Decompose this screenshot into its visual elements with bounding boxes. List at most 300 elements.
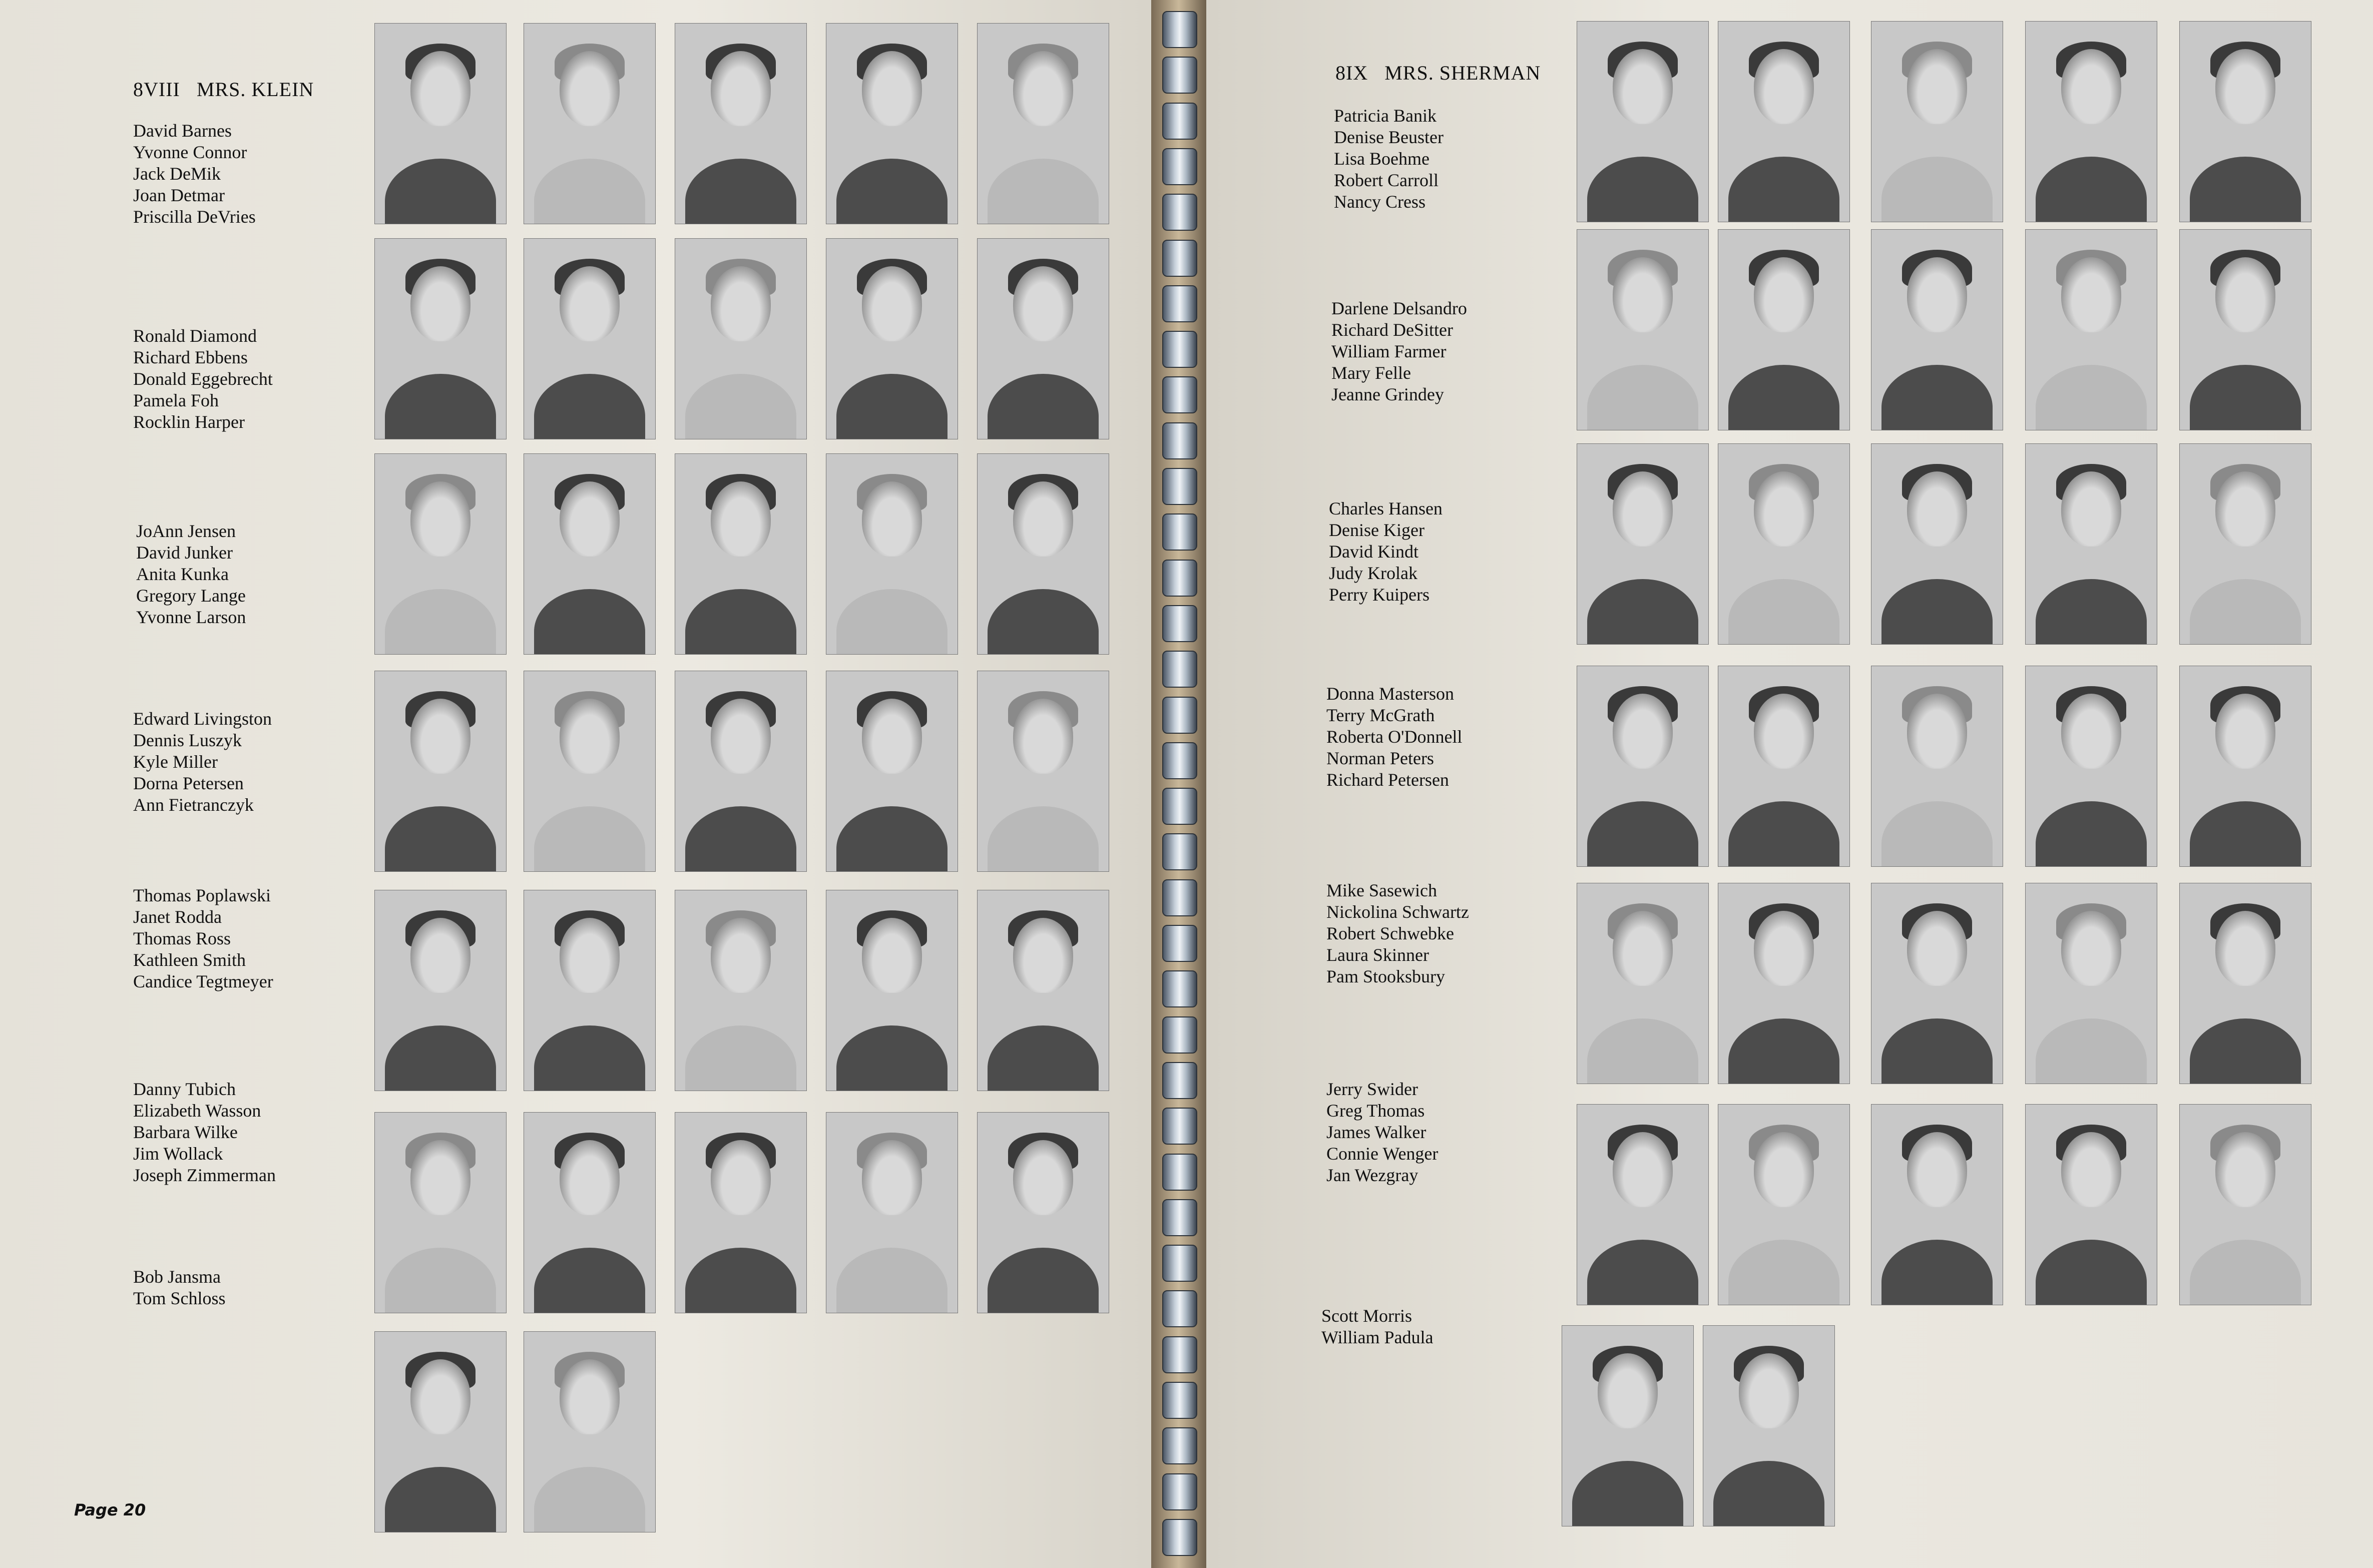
binding-ring bbox=[1162, 1154, 1197, 1191]
portrait-head bbox=[2215, 1132, 2275, 1207]
student-portrait bbox=[826, 890, 958, 1091]
portrait-head bbox=[2061, 471, 2121, 547]
portrait-body bbox=[988, 806, 1099, 872]
portrait-head bbox=[1613, 911, 1673, 986]
student-portrait bbox=[524, 671, 656, 872]
student-portrait bbox=[826, 1112, 958, 1313]
binding-ring bbox=[1162, 833, 1197, 870]
student-name: Anita Kunka bbox=[136, 564, 229, 584]
student-name: Richard Petersen bbox=[1326, 770, 1449, 790]
portrait-body bbox=[1587, 1240, 1698, 1305]
portrait-body bbox=[2190, 579, 2301, 645]
portrait-head bbox=[1754, 911, 1814, 986]
portrait-head bbox=[1907, 694, 1967, 769]
class-code: 8IX bbox=[1335, 62, 1368, 84]
name-list bbox=[133, 885, 273, 992]
student-portrait bbox=[1718, 443, 1850, 645]
student-portrait bbox=[524, 1331, 656, 1532]
binding-ring bbox=[1162, 1245, 1197, 1282]
student-name: Donna Masterson bbox=[1326, 684, 1454, 704]
student-name: Edward Livingston bbox=[133, 709, 272, 729]
portrait-body bbox=[1881, 157, 1993, 222]
student-portrait bbox=[675, 890, 807, 1091]
student-portrait bbox=[1718, 883, 1850, 1084]
binding-ring bbox=[1162, 1062, 1197, 1099]
portrait-head bbox=[1613, 257, 1673, 332]
binding-ring bbox=[1162, 1519, 1197, 1556]
name-list bbox=[133, 325, 273, 433]
binding-ring bbox=[1162, 103, 1197, 140]
portrait-body bbox=[385, 1467, 496, 1532]
binding-ring bbox=[1162, 1108, 1197, 1145]
portrait-head bbox=[862, 266, 922, 341]
portrait-body bbox=[1728, 157, 1839, 222]
student-name: Robert Schwebke bbox=[1326, 923, 1454, 943]
binding-ring bbox=[1162, 468, 1197, 505]
portrait-head bbox=[1013, 1140, 1073, 1215]
student-portrait bbox=[1871, 1104, 2003, 1305]
student-portrait bbox=[1577, 666, 1709, 867]
portrait-head bbox=[1754, 471, 1814, 547]
portrait-body bbox=[988, 159, 1099, 224]
portrait-head bbox=[2061, 911, 2121, 986]
binding-ring bbox=[1162, 57, 1197, 94]
portrait-body bbox=[836, 374, 947, 439]
portrait-body bbox=[534, 159, 645, 224]
student-name: Nickolina Schwartz bbox=[1326, 902, 1469, 922]
student-name: Gregory Lange bbox=[136, 586, 246, 606]
student-name: Mary Felle bbox=[1331, 363, 1411, 383]
student-portrait bbox=[977, 238, 1109, 439]
portrait-body bbox=[385, 1248, 496, 1313]
binding-ring bbox=[1162, 513, 1197, 551]
portrait-head bbox=[1613, 49, 1673, 124]
portrait-head bbox=[862, 51, 922, 126]
student-portrait bbox=[374, 238, 507, 439]
student-portrait bbox=[675, 453, 807, 655]
portrait-head bbox=[410, 1359, 470, 1434]
student-portrait bbox=[2179, 883, 2311, 1084]
portrait-body bbox=[534, 1248, 645, 1313]
portrait-body bbox=[1587, 1018, 1698, 1084]
student-name: Dorna Petersen bbox=[133, 773, 244, 793]
student-name: Yvonne Larson bbox=[136, 607, 246, 627]
portrait-body bbox=[1881, 1240, 1993, 1305]
student-name: Denise Beuster bbox=[1334, 127, 1444, 147]
student-name: Jack DeMik bbox=[133, 164, 221, 184]
student-portrait bbox=[524, 1112, 656, 1313]
portrait-body bbox=[1728, 801, 1839, 867]
student-name: Tom Schloss bbox=[133, 1288, 226, 1308]
portrait-head bbox=[862, 699, 922, 774]
binding-ring bbox=[1162, 651, 1197, 688]
student-name: Donald Eggebrecht bbox=[133, 369, 273, 389]
portrait-head bbox=[711, 51, 771, 126]
portrait-head bbox=[1754, 1132, 1814, 1207]
binding-ring bbox=[1162, 1199, 1197, 1236]
student-name: Barbara Wilke bbox=[133, 1122, 238, 1142]
portrait-head bbox=[410, 266, 470, 341]
student-name: William Farmer bbox=[1331, 341, 1447, 361]
portrait-head bbox=[2215, 471, 2275, 547]
student-name: David Kindt bbox=[1329, 542, 1418, 562]
binding-ring bbox=[1162, 560, 1197, 597]
portrait-head bbox=[1907, 49, 1967, 124]
class-heading-left bbox=[133, 78, 314, 101]
portrait-head bbox=[1598, 1353, 1658, 1428]
portrait-body bbox=[534, 1467, 645, 1532]
portrait-body bbox=[836, 806, 947, 872]
portrait-head bbox=[560, 481, 620, 557]
portrait-head bbox=[1013, 266, 1073, 341]
student-name: Charles Hansen bbox=[1329, 498, 1443, 518]
student-name: Janet Rodda bbox=[133, 907, 222, 927]
student-portrait bbox=[675, 23, 807, 224]
student-portrait bbox=[2179, 443, 2311, 645]
binding-ring bbox=[1162, 605, 1197, 642]
student-portrait bbox=[374, 671, 507, 872]
student-name: Laura Skinner bbox=[1326, 945, 1429, 965]
portrait-body bbox=[1728, 1018, 1839, 1084]
binding-ring bbox=[1162, 148, 1197, 185]
student-portrait bbox=[374, 1112, 507, 1313]
name-list bbox=[133, 120, 256, 228]
portrait-head bbox=[410, 1140, 470, 1215]
page-number: Page 20 bbox=[74, 1500, 146, 1519]
student-portrait bbox=[1871, 229, 2003, 430]
student-name: Jeanne Grindey bbox=[1331, 384, 1444, 404]
student-name: Terry McGrath bbox=[1326, 705, 1435, 725]
portrait-head bbox=[711, 1140, 771, 1215]
portrait-body bbox=[836, 159, 947, 224]
portrait-body bbox=[2190, 157, 2301, 222]
name-list bbox=[1321, 1305, 1434, 1348]
student-name: Robert Carroll bbox=[1334, 170, 1439, 190]
portrait-body bbox=[685, 1025, 796, 1091]
portrait-head bbox=[862, 481, 922, 557]
student-portrait bbox=[1871, 666, 2003, 867]
student-name: Jerry Swider bbox=[1326, 1079, 1418, 1099]
student-name: Scott Morris bbox=[1321, 1306, 1412, 1326]
student-name: Danny Tubich bbox=[133, 1079, 236, 1099]
student-portrait bbox=[524, 453, 656, 655]
portrait-body bbox=[836, 1248, 947, 1313]
student-name: Elizabeth Wasson bbox=[133, 1101, 261, 1121]
student-portrait bbox=[2025, 229, 2157, 430]
student-portrait bbox=[1718, 1104, 1850, 1305]
student-portrait bbox=[826, 453, 958, 655]
student-name: Judy Krolak bbox=[1329, 563, 1417, 583]
student-name: Connie Wenger bbox=[1326, 1144, 1439, 1164]
portrait-head bbox=[1613, 471, 1673, 547]
portrait-head bbox=[2215, 49, 2275, 124]
student-name: Nancy Cress bbox=[1334, 192, 1426, 212]
portrait-body bbox=[534, 806, 645, 872]
class-code: 8VIII bbox=[133, 78, 180, 101]
portrait-head bbox=[1613, 694, 1673, 769]
portrait-head bbox=[560, 699, 620, 774]
student-name: Roberta O'Donnell bbox=[1326, 727, 1463, 747]
student-portrait bbox=[2025, 443, 2157, 645]
student-portrait bbox=[2179, 21, 2311, 222]
student-name: Norman Peters bbox=[1326, 748, 1434, 768]
portrait-body bbox=[2036, 157, 2147, 222]
student-name: Patricia Banik bbox=[1334, 106, 1437, 126]
portrait-body bbox=[385, 806, 496, 872]
portrait-body bbox=[685, 159, 796, 224]
binding-ring bbox=[1162, 285, 1197, 322]
portrait-head bbox=[2061, 257, 2121, 332]
student-name: Jim Wollack bbox=[133, 1144, 223, 1164]
portrait-body bbox=[1587, 801, 1698, 867]
portrait-body bbox=[385, 159, 496, 224]
portrait-head bbox=[1613, 1132, 1673, 1207]
binding-ring bbox=[1162, 788, 1197, 825]
portrait-head bbox=[1013, 51, 1073, 126]
student-name: Kathleen Smith bbox=[133, 950, 246, 970]
student-name: Yvonne Connor bbox=[133, 142, 247, 162]
student-portrait bbox=[374, 23, 507, 224]
binding-ring bbox=[1162, 240, 1197, 277]
portrait-body bbox=[1728, 579, 1839, 645]
binding-ring bbox=[1162, 331, 1197, 368]
student-name: Lisa Boehme bbox=[1334, 149, 1430, 169]
binding-ring bbox=[1162, 925, 1197, 962]
student-name: Perry Kuipers bbox=[1329, 585, 1430, 605]
portrait-body bbox=[534, 589, 645, 655]
portrait-head bbox=[1013, 918, 1073, 993]
student-name: Bob Jansma bbox=[133, 1267, 221, 1287]
portrait-body bbox=[2190, 1018, 2301, 1084]
portrait-head bbox=[2061, 49, 2121, 124]
portrait-head bbox=[2061, 1132, 2121, 1207]
binding-ring bbox=[1162, 1336, 1197, 1373]
student-portrait bbox=[1718, 229, 1850, 430]
portrait-body bbox=[2036, 801, 2147, 867]
portrait-body bbox=[685, 374, 796, 439]
portrait-head bbox=[711, 699, 771, 774]
portrait-body bbox=[988, 374, 1099, 439]
name-list bbox=[1326, 683, 1462, 791]
student-portrait bbox=[977, 453, 1109, 655]
portrait-body bbox=[1881, 1018, 1993, 1084]
portrait-body bbox=[685, 1248, 796, 1313]
student-name: Pam Stooksbury bbox=[1326, 966, 1446, 986]
binding-gutter bbox=[1151, 0, 1206, 1568]
student-name: Greg Thomas bbox=[1326, 1101, 1425, 1121]
name-list bbox=[133, 1079, 276, 1186]
portrait-head bbox=[1739, 1353, 1799, 1428]
student-name: Pamela Foh bbox=[133, 390, 219, 410]
name-list bbox=[1331, 298, 1467, 405]
student-portrait bbox=[1577, 1104, 1709, 1305]
portrait-head bbox=[560, 51, 620, 126]
student-name: Priscilla DeVries bbox=[133, 207, 256, 227]
portrait-body bbox=[1728, 365, 1839, 430]
binding-ring bbox=[1162, 11, 1197, 48]
student-portrait bbox=[2179, 666, 2311, 867]
portrait-head bbox=[2215, 694, 2275, 769]
name-list bbox=[133, 708, 272, 816]
student-portrait bbox=[1871, 883, 2003, 1084]
student-portrait bbox=[1718, 666, 1850, 867]
student-portrait bbox=[977, 1112, 1109, 1313]
portrait-body bbox=[2190, 1240, 2301, 1305]
student-portrait bbox=[826, 238, 958, 439]
portrait-body bbox=[2036, 1240, 2147, 1305]
student-portrait bbox=[1577, 443, 1709, 645]
student-portrait bbox=[977, 890, 1109, 1091]
binding-ring bbox=[1162, 970, 1197, 1007]
binding-ring bbox=[1162, 742, 1197, 779]
student-name: Richard Ebbens bbox=[133, 347, 248, 367]
student-name: Jan Wezgray bbox=[1326, 1165, 1418, 1185]
student-portrait bbox=[524, 238, 656, 439]
portrait-body bbox=[988, 589, 1099, 655]
student-portrait bbox=[675, 671, 807, 872]
portrait-head bbox=[1013, 699, 1073, 774]
portrait-head bbox=[1907, 911, 1967, 986]
binding-ring bbox=[1162, 697, 1197, 734]
binding-ring bbox=[1162, 1382, 1197, 1419]
portrait-body bbox=[1587, 365, 1698, 430]
portrait-body bbox=[385, 589, 496, 655]
student-portrait bbox=[675, 1112, 807, 1313]
binding-ring bbox=[1162, 1016, 1197, 1054]
binding-ring bbox=[1162, 376, 1197, 413]
student-name: Rocklin Harper bbox=[133, 412, 245, 432]
portrait-body bbox=[1713, 1461, 1824, 1526]
name-list bbox=[136, 520, 246, 628]
portrait-head bbox=[1907, 1132, 1967, 1207]
student-name: Darlene Delsandro bbox=[1331, 298, 1467, 318]
portrait-body bbox=[988, 1248, 1099, 1313]
portrait-head bbox=[560, 918, 620, 993]
portrait-head bbox=[560, 1359, 620, 1434]
student-name: Richard DeSitter bbox=[1331, 320, 1453, 340]
student-portrait bbox=[826, 23, 958, 224]
student-name: Ann Fietranczyk bbox=[133, 795, 254, 815]
portrait-head bbox=[711, 918, 771, 993]
student-name: David Barnes bbox=[133, 121, 232, 141]
binding-ring bbox=[1162, 879, 1197, 916]
portrait-body bbox=[1881, 579, 1993, 645]
binding-ring bbox=[1162, 194, 1197, 231]
name-list bbox=[1329, 498, 1443, 606]
student-name: David Junker bbox=[136, 543, 233, 563]
portrait-head bbox=[711, 481, 771, 557]
portrait-head bbox=[410, 481, 470, 557]
student-portrait bbox=[826, 671, 958, 872]
student-portrait bbox=[1871, 443, 2003, 645]
student-portrait bbox=[1577, 883, 1709, 1084]
portrait-body bbox=[385, 374, 496, 439]
portrait-head bbox=[1754, 257, 1814, 332]
student-name: JoAnn Jensen bbox=[136, 521, 236, 541]
student-name: Joan Detmar bbox=[133, 185, 225, 205]
portrait-body bbox=[385, 1025, 496, 1091]
student-name: Denise Kiger bbox=[1329, 520, 1425, 540]
portrait-head bbox=[862, 1140, 922, 1215]
student-portrait bbox=[1577, 229, 1709, 430]
student-name: Dennis Luszyk bbox=[133, 730, 242, 750]
student-portrait bbox=[977, 23, 1109, 224]
portrait-body bbox=[1572, 1461, 1683, 1526]
portrait-head bbox=[1907, 257, 1967, 332]
portrait-body bbox=[836, 1025, 947, 1091]
student-portrait bbox=[2025, 21, 2157, 222]
binding-ring bbox=[1162, 1427, 1197, 1464]
portrait-body bbox=[2190, 801, 2301, 867]
student-portrait bbox=[1577, 21, 1709, 222]
student-name: Ronald Diamond bbox=[133, 326, 257, 346]
student-portrait bbox=[524, 23, 656, 224]
student-name: Mike Sasewich bbox=[1326, 880, 1437, 900]
portrait-head bbox=[410, 51, 470, 126]
portrait-body bbox=[534, 1025, 645, 1091]
teacher-name: MRS. KLEIN bbox=[196, 78, 314, 101]
student-portrait bbox=[524, 890, 656, 1091]
student-portrait bbox=[2025, 1104, 2157, 1305]
portrait-body bbox=[2036, 579, 2147, 645]
portrait-body bbox=[1881, 801, 1993, 867]
student-name: Candice Tegtmeyer bbox=[133, 971, 273, 991]
portrait-head bbox=[1907, 471, 1967, 547]
portrait-head bbox=[711, 266, 771, 341]
student-portrait bbox=[374, 1331, 507, 1532]
student-portrait bbox=[374, 890, 507, 1091]
name-list bbox=[1326, 1079, 1438, 1186]
portrait-body bbox=[534, 374, 645, 439]
student-portrait bbox=[2025, 666, 2157, 867]
portrait-head bbox=[560, 266, 620, 341]
student-portrait bbox=[1703, 1325, 1835, 1526]
teacher-name: MRS. SHERMAN bbox=[1384, 62, 1541, 84]
portrait-head bbox=[2061, 694, 2121, 769]
portrait-head bbox=[2215, 257, 2275, 332]
student-name: William Padula bbox=[1321, 1327, 1434, 1347]
portrait-body bbox=[2036, 1018, 2147, 1084]
binding-ring bbox=[1162, 1473, 1197, 1510]
student-portrait bbox=[2179, 1104, 2311, 1305]
student-name: Thomas Poplawski bbox=[133, 885, 271, 905]
portrait-body bbox=[2190, 365, 2301, 430]
student-name: Thomas Ross bbox=[133, 928, 231, 948]
portrait-body bbox=[988, 1025, 1099, 1091]
portrait-head bbox=[410, 918, 470, 993]
student-portrait bbox=[1562, 1325, 1694, 1526]
portrait-head bbox=[1754, 49, 1814, 124]
portrait-body bbox=[1881, 365, 1993, 430]
portrait-head bbox=[410, 699, 470, 774]
student-portrait bbox=[2179, 229, 2311, 430]
portrait-head bbox=[862, 918, 922, 993]
student-portrait bbox=[2025, 883, 2157, 1084]
portrait-head bbox=[2215, 911, 2275, 986]
portrait-head bbox=[560, 1140, 620, 1215]
binding-ring bbox=[1162, 422, 1197, 459]
student-portrait bbox=[977, 671, 1109, 872]
student-name: James Walker bbox=[1326, 1122, 1427, 1142]
name-list bbox=[1334, 105, 1444, 213]
portrait-body bbox=[836, 589, 947, 655]
student-portrait bbox=[1871, 21, 2003, 222]
class-heading-right bbox=[1335, 61, 1541, 85]
student-name: Kyle Miller bbox=[133, 752, 218, 772]
name-list bbox=[133, 1266, 226, 1309]
portrait-body bbox=[2036, 365, 2147, 430]
student-name: Joseph Zimmerman bbox=[133, 1165, 276, 1185]
